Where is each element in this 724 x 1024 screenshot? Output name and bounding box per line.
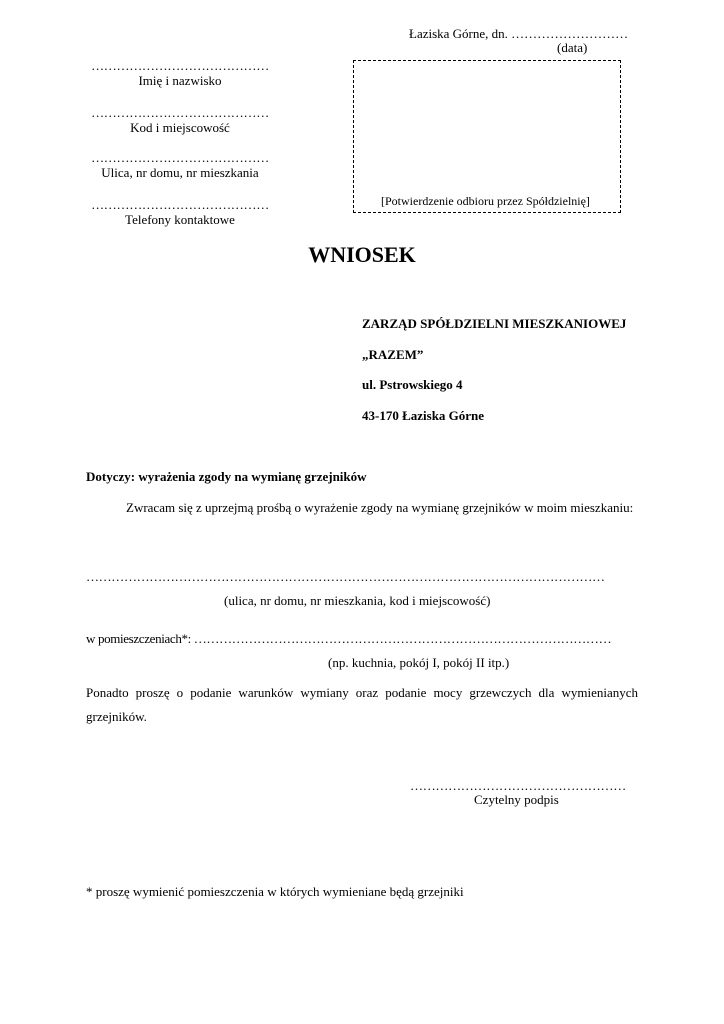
sender-street-field[interactable] (86, 150, 274, 180)
conditions-paragraph: Ponadto proszę o podanie warunków wymiany oraz podanie mocy grzewczych dla wymienianych grzejników. (86, 685, 638, 724)
sender-phone-label: Telefony kontaktowe (125, 212, 235, 227)
document-title: WNIOSEK (308, 242, 416, 267)
sender-street-label: Ulica, nr domu, nr mieszkania (101, 165, 259, 180)
rooms-fill-line[interactable]: w pomieszczeniach*: ……………………………………………………………………………………… (86, 631, 612, 646)
recipient-line-4: 43-170 Łaziska Górne (362, 408, 485, 423)
receipt-confirmation-label: [Potwierdzenie odbioru przez Spółdzielnię] (381, 194, 590, 208)
recipient-line-3: ul. Pstrowskiego 4 (362, 377, 463, 392)
address-fill-line[interactable]: …………………………………………………………………………………………………………… (86, 569, 605, 584)
subject-line: Dotyczy: wyrażenia zgody na wymianę grzejników (86, 469, 367, 484)
place-date: Łaziska Górne, dn. ……………………… (409, 26, 629, 41)
sender-street-line: …………………………………… (91, 150, 269, 165)
sender-postcode-label: Kod i miejscowość (130, 120, 230, 135)
signature-line[interactable]: …………………………………………… (410, 778, 626, 793)
date-label: (data) (557, 40, 588, 55)
recipient-line-2: „RAZEM” (362, 347, 424, 362)
sender-name-line: …………………………………… (91, 58, 269, 73)
sender-postcode-field[interactable] (86, 105, 274, 135)
rooms-hint: (np. kuchnia, pokój I, pokój II itp.) (328, 655, 510, 670)
signature-label: Czytelny podpis (474, 792, 559, 807)
receipt-confirmation-box (353, 60, 621, 213)
footnote: * proszę wymienić pomieszczenia w których wymieniane będą grzejniki (86, 884, 464, 899)
sender-name-field[interactable] (86, 58, 274, 88)
sender-phone-field[interactable] (86, 197, 274, 227)
sender-phone-line: …………………………………… (91, 197, 269, 212)
sender-name-label: Imię i nazwisko (138, 73, 222, 88)
recipient-line-1: ZARZĄD SPÓŁDZIELNI MIESZKANIOWEJ (362, 316, 627, 331)
address-hint: (ulica, nr domu, nr mieszkania, kod i miejscowość) (224, 593, 491, 608)
sender-postcode-line: …………………………………… (91, 105, 269, 120)
request-paragraph: Zwracam się z uprzejmą prośbą o wyrażenie zgody na wymianę grzejników w moim mieszkaniu: (126, 500, 634, 515)
